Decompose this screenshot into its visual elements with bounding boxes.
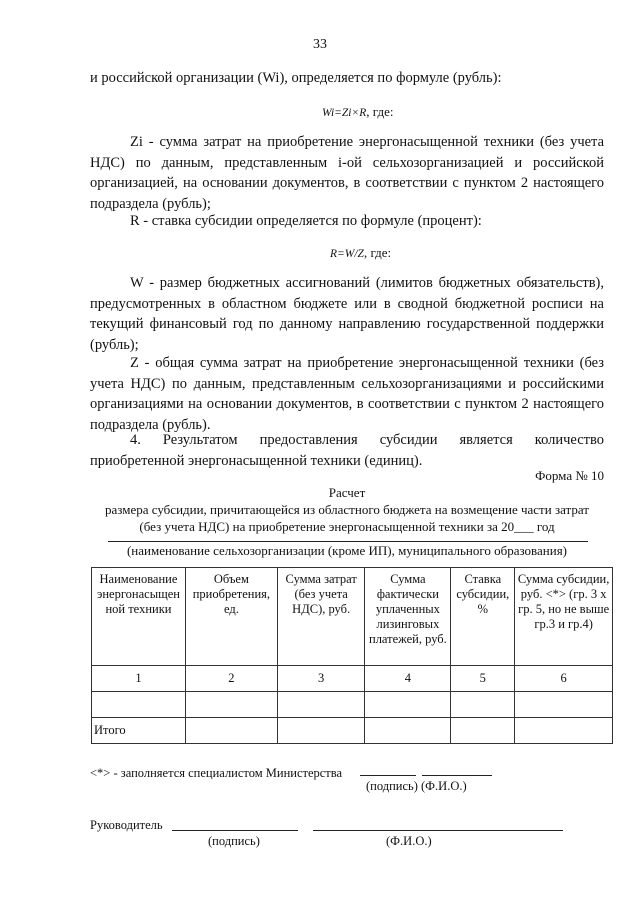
formula-r-suffix: , где: [363,245,392,260]
head-sign-line [172,830,298,831]
paragraph-result: 4. Результатом предоставления субсидии является количество приобретенной энергонасыщенной техники (единиц). [90,432,604,469]
table-cell[interactable] [185,718,277,744]
table-cell[interactable] [185,692,277,718]
calculation-table [91,567,613,744]
form-number: Форма № 10 [535,468,604,483]
calc-title: Расчет [328,485,366,500]
specialist-sign-caption: (подпись) (Ф.И.О.) [366,779,467,793]
table-cell[interactable] [515,692,613,718]
table-total-row [92,718,613,744]
formula-wi-expression: Wi=Zi×R [322,107,367,119]
formula-r [330,245,391,261]
header-cell-4: Сумма фактически уплаченных лизинговых платежей, руб. [365,568,451,666]
col-number-5: 5 [451,666,515,692]
table-cell[interactable] [365,718,451,744]
head-label: Руководитель [90,818,163,832]
col-number-1: 1 [92,666,186,692]
table-number-row [92,666,613,692]
table-cell[interactable] [277,692,365,718]
header-cell-1: Наименование энергонасыщен ной техники [92,568,186,666]
table-header-row [92,568,613,666]
specialist-fio-line [422,775,492,776]
paragraph-r: R - ставка субсидии определяется по формуле (процент): [130,213,482,229]
table-cell[interactable] [365,692,451,718]
col-number-3: 3 [277,666,365,692]
header-cell-5: Ставка субсидии, % [451,568,515,666]
org-caption: (наименование сельхозорганизации (кроме ИП), муниципального образования) [126,543,568,558]
table-cell[interactable] [92,692,186,718]
formula-wi [322,104,393,120]
formula-wi-suffix: , где: [366,104,394,119]
table-cell[interactable] [277,718,365,744]
table-row [92,692,613,718]
calc-subtitle-1: размера субсидии, причитающейся из областного бюджета на возмещение части затрат [105,502,589,517]
table-cell[interactable] [451,692,515,718]
col-number-4: 4 [365,666,451,692]
head-fio-line [313,830,563,831]
table-cell[interactable] [515,718,613,744]
header-cell-2: Объем приобретения, ед. [185,568,277,666]
col-number-2: 2 [185,666,277,692]
table-cell[interactable] [451,718,515,744]
head-sign-caption: (подпись) [208,834,260,848]
specialist-sign-line [360,775,416,776]
paragraph-z: Z - общая сумма затрат на приобретение энергонасыщенной техники (без учета НДС) по данным, представленным сельхозорганизациями и российскими организациями на основании документов, в соответствии с пунктом 2 настоящего подраздела (рубль). [90,355,604,433]
calc-subtitle-2: (без учета НДС) на приобретение энергонасыщенной техники за 20___ год [139,519,555,534]
col-number-6: 6 [515,666,613,692]
total-label: Итого [92,718,186,744]
footnote: <*> - заполняется специалистом Министерства [90,766,343,780]
page-number: 33 [313,37,327,52]
paragraph-intro: и российской организации (Wi), определяется по формуле (рубль): [90,70,502,86]
paragraph-w: W - размер бюджетных ассигнований (лимитов бюджетных обязательств), предусмотренных в областном бюджете или в сводной бюджетной росписи на текущий финансовый год по данному направлению государственной поддержки (рубль); [90,275,604,353]
head-fio-caption: (Ф.И.О.) [386,834,432,848]
header-cell-3: Сумма затрат (без учета НДС), руб. [277,568,365,666]
header-cell-6: Сумма субсидии, руб. <*> (гр. 3 х гр. 5, но не выше гр.3 и гр.4) [515,568,613,666]
paragraph-zi: Zi - сумма затрат на приобретение энергонасыщенной техники (без учета НДС) по данным, представленным i-ой сельхозорганизацией и российской организацией, на основании документов, в соответствии с пунктом 2 настоящего подраздела (рубль); [90,134,604,212]
formula-r-expression: R=W/Z [330,248,364,260]
